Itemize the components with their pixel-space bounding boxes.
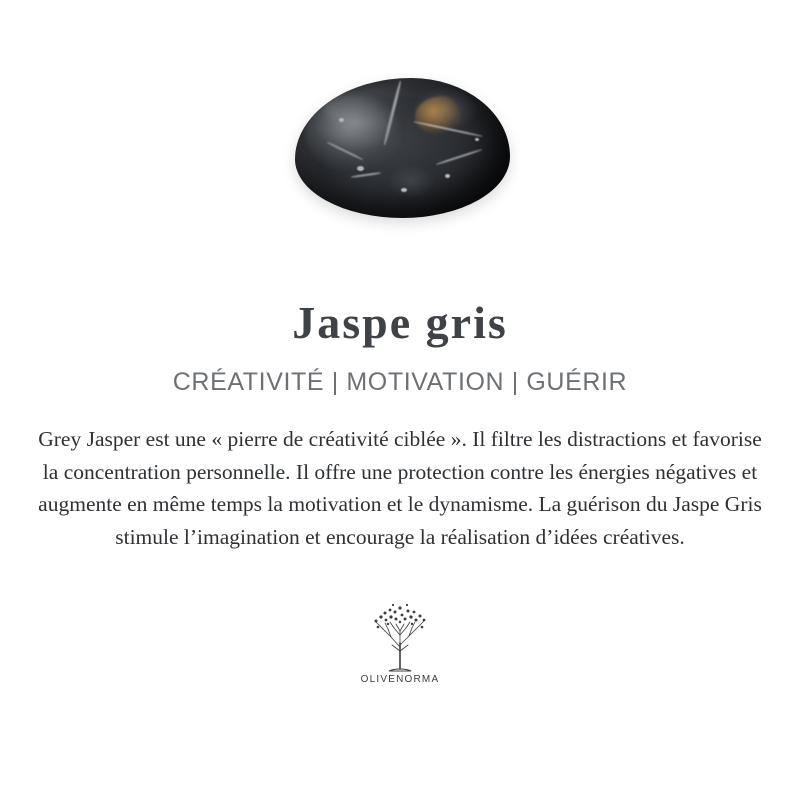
stone-speck: [445, 174, 450, 178]
stone-speck: [339, 118, 344, 122]
description-text: Grey Jasper est une « pierre de créativité ciblée ». Il filtre les distractions et favorise la concentration personnelle. Il offre une protection contre les énergies négatives et augmente en même temps la motivation et le dynamisme. La guérison du Jaspe Gris stimule l’imagination et encourage la réalisation d’idées créatives.: [38, 427, 762, 550]
keywords-subtitle: CRÉATIVITÉ | MOTIVATION | GUÉRIR: [172, 368, 628, 396]
stone-vein: [351, 172, 381, 178]
brand-logo: [340, 599, 460, 695]
stone-vein: [436, 149, 482, 166]
page-title: Jaspe gris: [292, 297, 508, 348]
grey-jasper-stone-image: [295, 78, 510, 218]
tree-icon: [358, 599, 442, 673]
stone-vein: [327, 141, 364, 160]
stone-speck: [357, 166, 364, 171]
stone-speck: [401, 188, 407, 192]
stone-body: [295, 78, 510, 218]
brand-name: OLIVENORMA: [360, 674, 440, 686]
stone-gloss: [323, 88, 443, 128]
stone-speck: [475, 138, 479, 141]
stone-image-area: [0, 0, 800, 300]
stone-vein: [414, 121, 483, 138]
